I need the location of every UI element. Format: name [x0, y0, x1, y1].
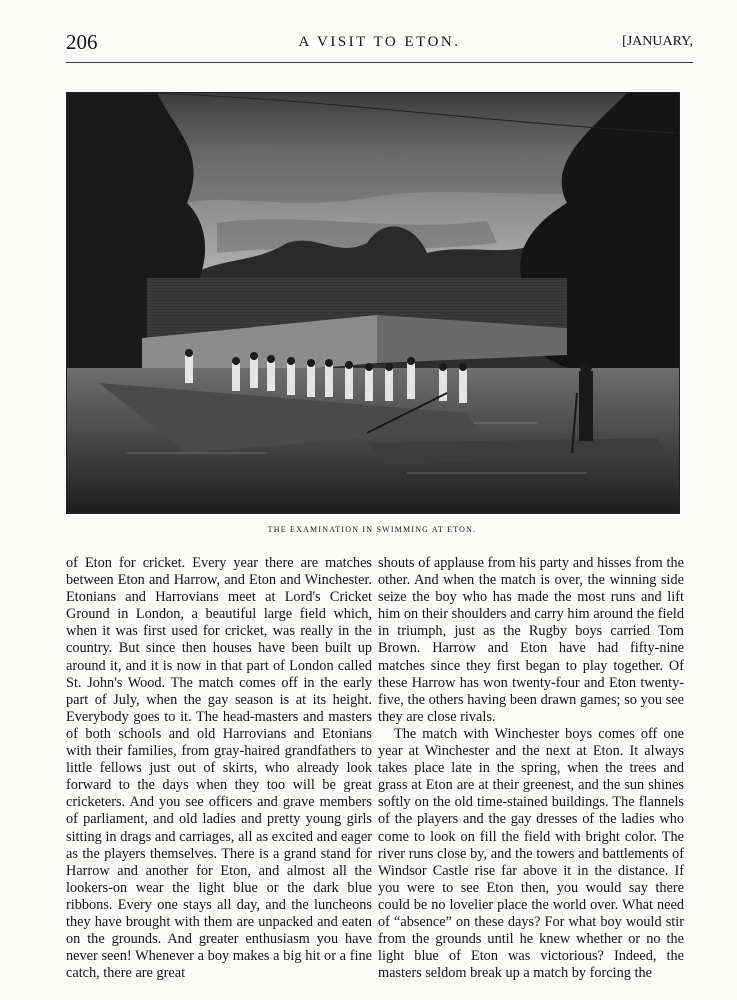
engraving-illustration [66, 92, 680, 514]
paragraph: shouts of applause from his party and hisses from the other. And when the match is over, the winning side seize the boy who has made the most runs and lift him on their shoulders and carry him around the field in triumph, just as the Rugby boys carried Tom Brown. Harrow and Eton have had fifty-nine matches since they first began to play together. Of these Harrow has won twenty-four and Eton twenty-five, the others having been drawn games; so you see they are close rivals. [378, 555, 684, 725]
right-text-column [378, 555, 684, 982]
page-header [66, 30, 693, 60]
page-number: 206 [66, 30, 98, 54]
running-date: [JANUARY, [622, 34, 693, 49]
left-text-column [66, 555, 372, 982]
paragraph: The match with Winchester boys comes off one year at Winchester and the next at Eton. It always takes place late in the spring, when the trees and grass at Eton are at their greenest, and the sun shines softly on the old time-stained buildings. The flannels of the players and the gay dresses of the ladies who come to look on fill the field with bright color. The river runs close by, and the towers and battlements of Windsor Castle rise far above it in the distance. If you were to see Eton then, you would say there could be no lovelier place the world over. What need of “absence” on these days? For what boy would stir from the grounds until he knew whether or no the light blue of Eton was victorious? Indeed, the masters seldom break up a match by forcing the [378, 725, 684, 982]
header-rule [66, 62, 693, 63]
paragraph: of Eton for cricket. Every year there are matches between Eton and Harrow, and Eton and Winchester. Etonians and Harrovians meet at Lord's Cricket Ground in London, a beautiful large field which, when it was first used for cricket, was really in the country. But since then houses have been built up around it, and it is now in that part of London called St. John's Wood. The match comes off in the early part of July, when the gay season is at its height. Everybody goes to it. The head-masters and masters of both schools and old Harrovians and Etonians with their families, from gray-haired grandfathers to little fellows just out of skirts, who already look forward to the days when they too will be great cricketers. And you see officers and grave members of parliament, and old ladies and pretty young girls sitting in drags and carriages, all as excited and eager as the players themselves. There is a grand stand for Harrow and another for Eton, and almost all the lookers-on wear the light blue or the dark blue ribbons. Every one stays all day, and the luncheons they have brought with them are unpacked and eaten on the grounds. And greater enthusiasm you have never seen! Whenever a boy makes a big hit or a fine catch, there are great [66, 555, 372, 982]
figure-caption: THE EXAMINATION IN SWIMMING AT ETON. [267, 525, 477, 534]
running-title: A VISIT TO ETON. [298, 34, 461, 50]
